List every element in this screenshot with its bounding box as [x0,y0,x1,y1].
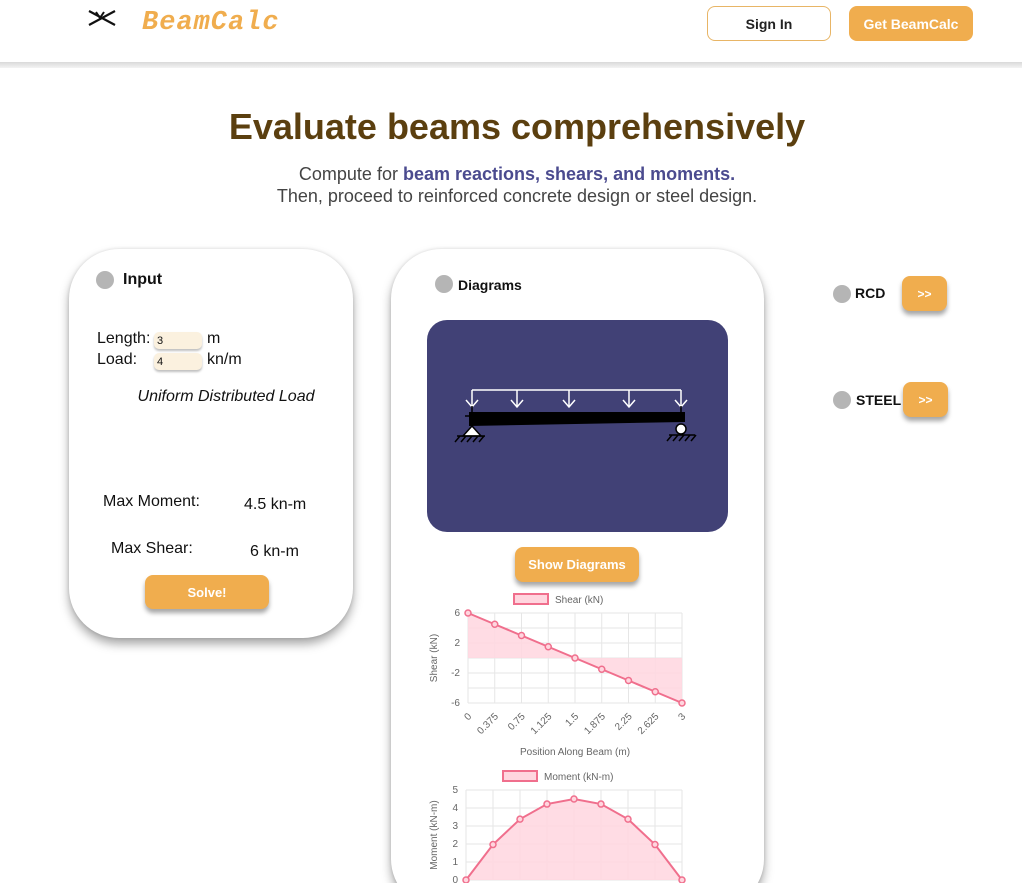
data-point [545,644,551,650]
data-point [652,842,658,848]
data-point [490,842,496,848]
x-tick-label: 1.875 [582,711,608,737]
data-point [652,689,658,695]
y-axis-title: Shear (kN) [429,633,440,683]
roller-support-icon [667,406,696,441]
data-point [572,655,578,661]
y-tick-label: 1 [452,857,458,868]
x-tick-label: 1.5 [563,711,582,729]
steel-status-dot [833,391,851,409]
diagrams-card-title: Diagrams [458,277,522,293]
load-label: Load: [97,351,138,368]
length-unit: m [207,330,221,347]
load-unit: kn/m [207,351,242,368]
legend-swatch [514,594,548,604]
data-point [598,801,604,807]
diagrams-status-dot [435,275,453,293]
max-moment-label: Max Moment: [103,493,200,510]
data-point [492,621,498,627]
x-tick-label: 2.625 [635,711,662,737]
header-divider [0,62,1022,68]
hero-subtitle [0,164,1022,185]
brand-name[interactable]: BeamCalc [142,8,280,38]
load-arrows [466,390,687,407]
show-diagrams-button[interactable]: Show Diagrams [515,547,639,582]
legend-label: Shear (kN) [555,595,604,606]
subtitle-emphasis: beam reactions, shears, and moments. [402,164,736,184]
top-navbar [0,0,1022,62]
x-tick-label: 0.375 [475,711,501,737]
data-point [679,877,685,883]
diagrams-card [391,249,764,883]
x-tick-label: 2.25 [613,711,635,733]
steel-label: STEEL [856,392,902,408]
y-tick-label: 6 [454,608,460,619]
legend-label: Moment (kN-m) [544,772,614,783]
moment-chart [391,764,764,883]
length-input[interactable] [154,332,202,349]
y-tick-label: 2 [454,638,460,649]
input-card [69,249,353,638]
input-status-dot [96,271,114,289]
y-tick-label: -2 [451,668,460,679]
x-tick-label: 3 [676,711,689,724]
beam-member [469,412,685,426]
y-axis-title: Moment (kN-m) [429,800,440,870]
data-point [463,877,469,883]
max-shear-value: 6 kn-m [250,543,299,560]
subtitle-prefix: Compute for [298,164,398,184]
load-input[interactable] [154,353,202,370]
x-axis-title: Position Along Beam (m) [519,747,631,758]
y-tick-label: 2 [452,839,458,850]
length-label: Length: [97,330,151,347]
steel-go-button[interactable]: >> [903,382,948,417]
y-tick-label: 0 [452,875,458,883]
data-point [519,633,525,639]
get-beamcalc-button[interactable]: Get BeamCalc [849,6,973,41]
data-point [571,796,577,802]
max-moment-value: 4.5 kn-m [244,496,307,513]
data-point [517,816,523,822]
data-point [599,666,605,672]
y-tick-label: 5 [452,785,458,796]
legend-swatch [503,771,537,781]
data-point [544,801,550,807]
hero-subtitle-line2: Then, proceed to reinforced concrete design or steel design. [276,186,758,206]
x-tick-label: 0.75 [506,711,528,733]
y-tick-label: 4 [452,803,458,814]
rcd-status-dot [833,285,851,303]
y-tick-label: 3 [452,821,458,832]
beam-illustration [427,320,728,532]
data-point [626,678,632,684]
data-point [625,816,631,822]
beam-cross-icon[interactable] [86,4,118,30]
data-point [679,700,685,706]
max-shear-label: Max Shear: [111,540,193,557]
rcd-go-button[interactable]: >> [902,276,947,311]
rcd-label: RCD [855,285,886,301]
input-card-title: Input [123,271,163,288]
data-point [465,610,471,616]
x-tick-label: 0 [462,711,475,724]
y-tick-label: -6 [451,698,460,709]
beam-diagram-panel [427,320,728,532]
shear-chart [391,587,764,759]
solve-button[interactable]: Solve! [145,575,269,609]
sign-in-button[interactable]: Sign In [707,6,831,41]
load-type-label: Uniform Distributed Load [137,388,315,405]
page-title: Evaluate beams comprehensively [228,106,806,147]
x-tick-label: 1.125 [528,711,555,737]
